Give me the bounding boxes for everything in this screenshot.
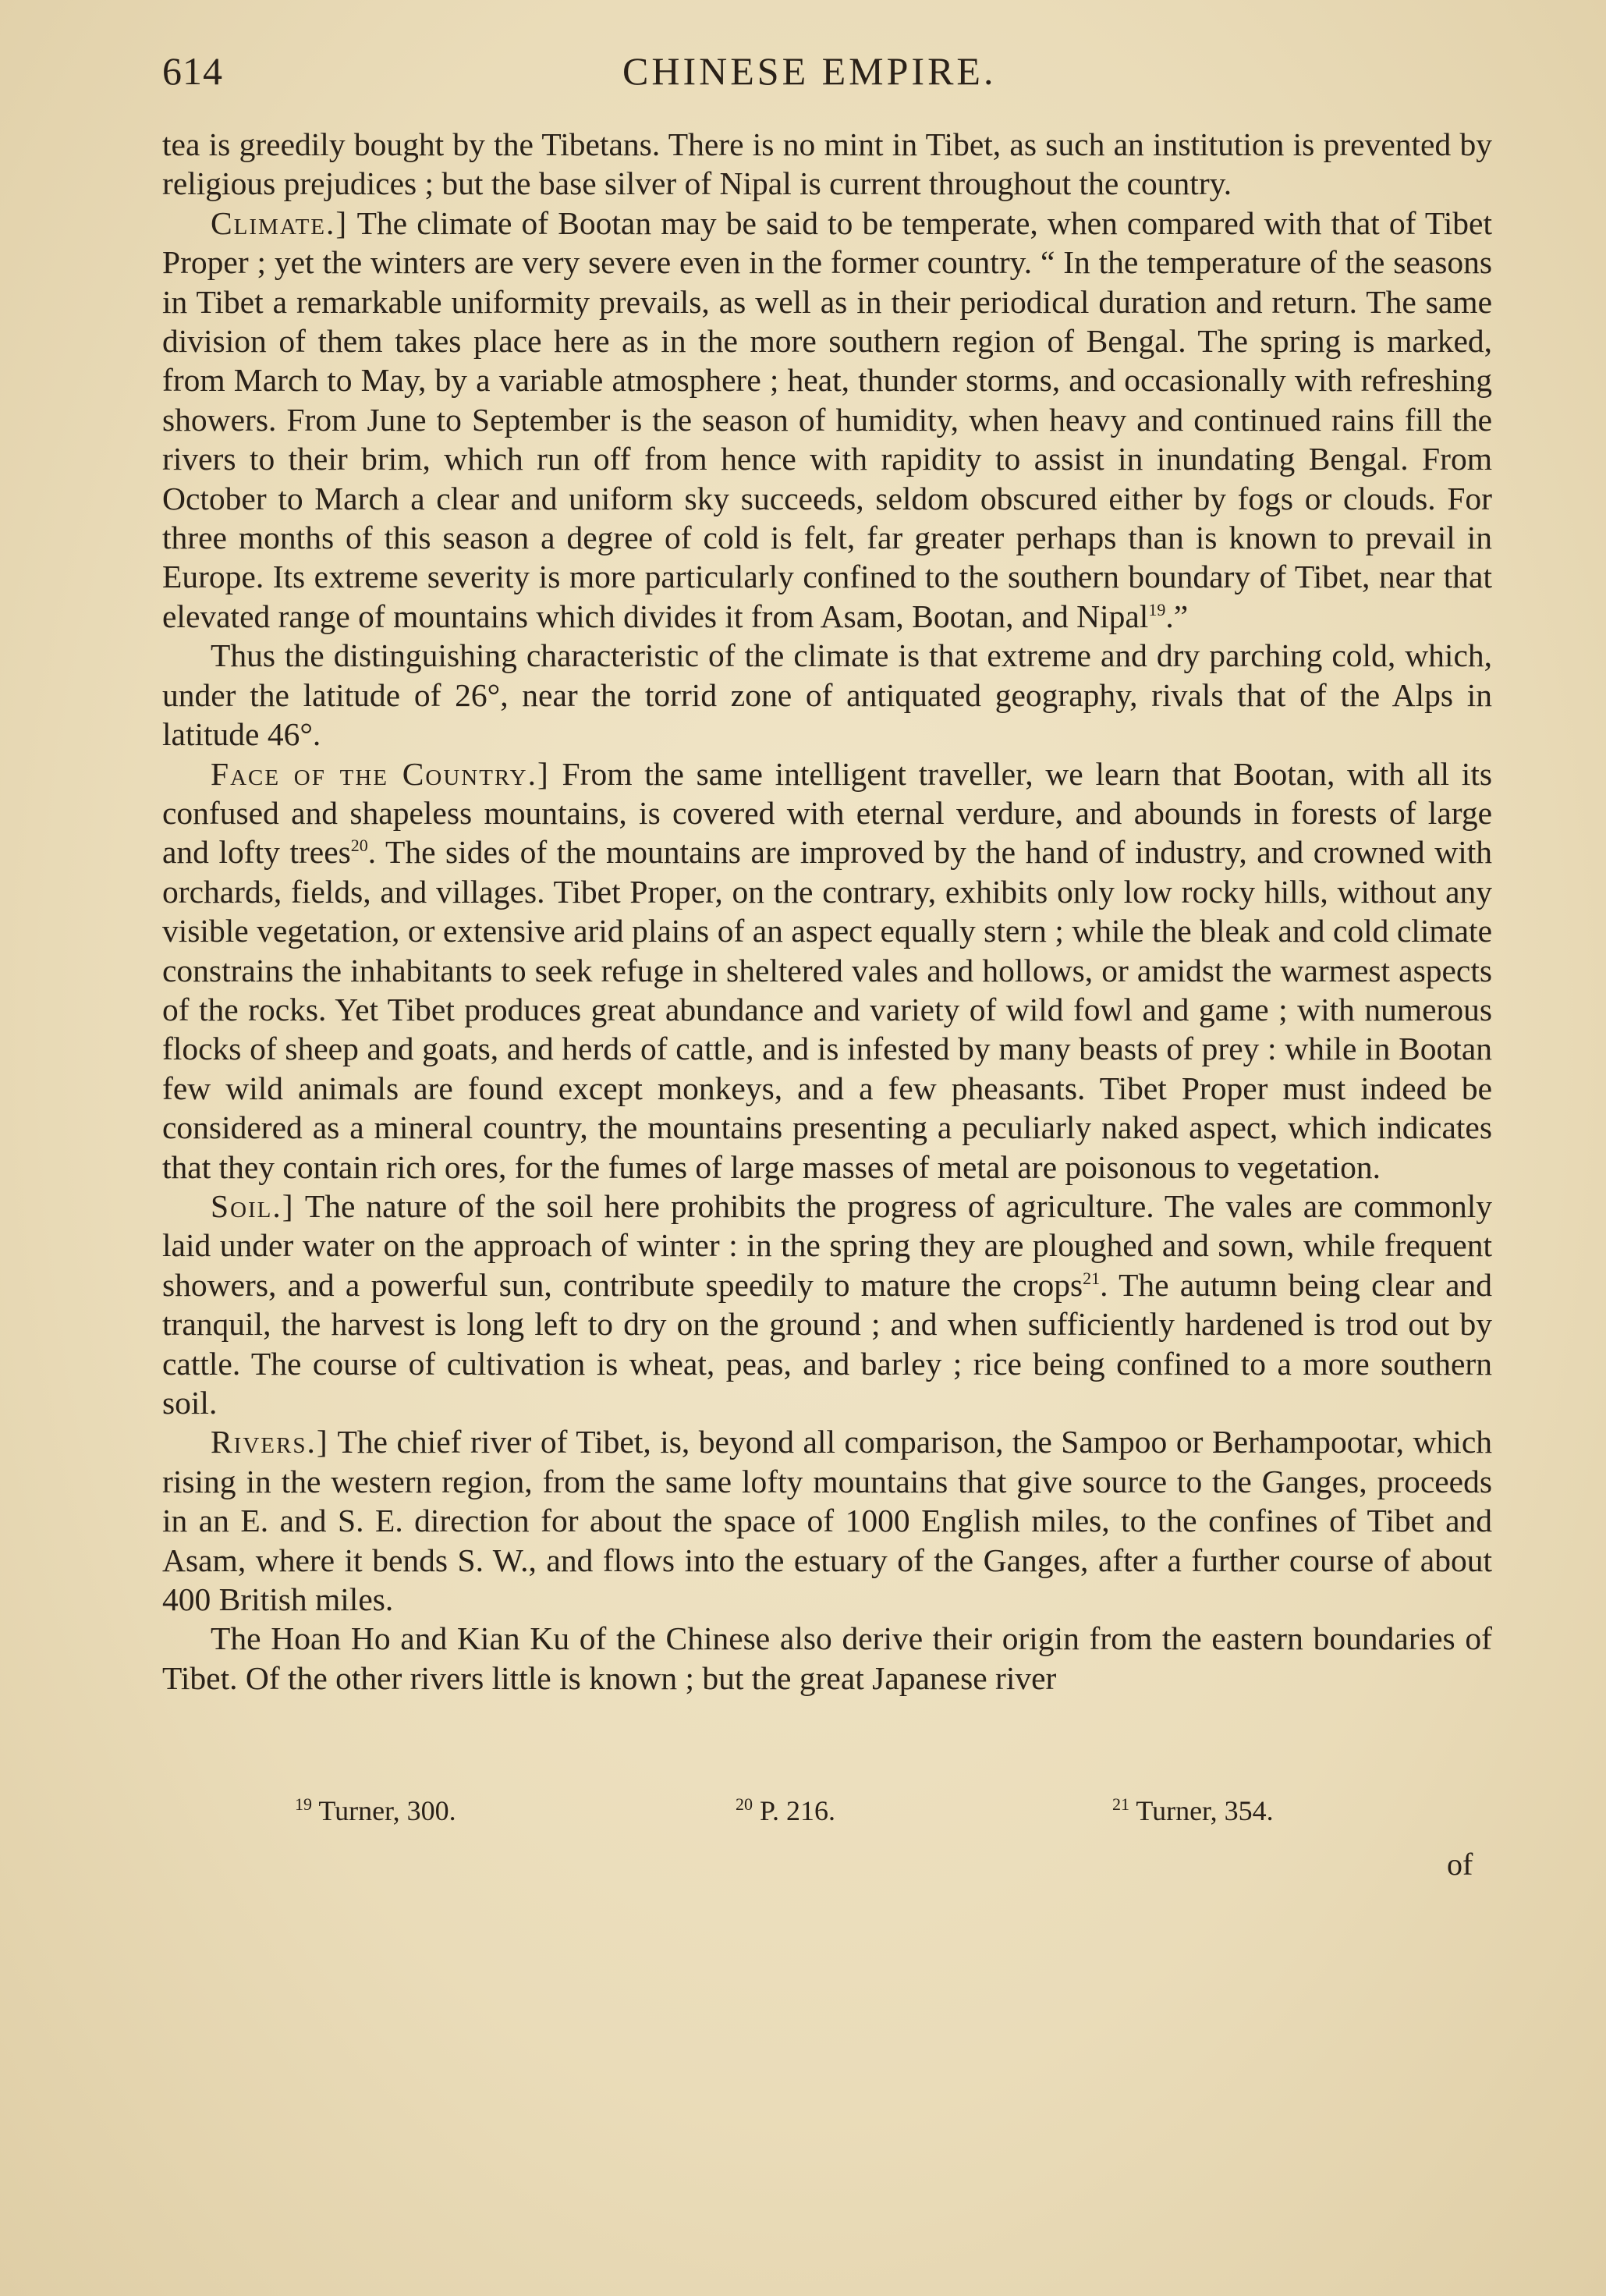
paragraph (162, 1619, 1492, 1698)
footnote (295, 1794, 456, 1827)
section-heading: Rivers.] (211, 1424, 329, 1460)
paragraph (162, 125, 1492, 204)
paragraph-text: From the same intelligent traveller, we learn that Bootan, with all its confused and shapeless mountains, is covered with eternal verdure, and abounds in forests of large and lofty trees (162, 755, 1492, 871)
paragraph-text: The Hoan Ho and Kian Ku of the Chinese also derive their origin from the eastern boundaries of Tibet. Of the other rivers little is known ; but the great Japanese river (162, 1620, 1492, 1696)
paragraph-text: tea is greedily bought by the Tibetans. There is no mint in Tibet, as such an institution is prevented by religious prejudices ; but the base silver of Nipal is current throughout the country. (162, 126, 1492, 202)
footnote (1112, 1794, 1274, 1827)
footnote (736, 1794, 835, 1827)
section-heading: Climate.] (211, 204, 349, 241)
footnote-text: P. 216. (753, 1795, 836, 1826)
paragraph-text: The chief river of Tibet, is, beyond all comparison, the Sampoo or Berhampootar, which rising in the western region, from the same lofty mountains that give source to the Ganges, proceeds in an E. and S. E. direction for about the space of 1000 English miles, to the confines of Tibet and Asam, where it bends S. W., and flows into the estuary of the Ganges, after a further course of about 400 British miles. (162, 1424, 1492, 1618)
paragraph-text: Thus the distinguishing characteristic of the climate is that extreme and dry parching cold, which, under the latitude of 26°, near the torrid zone of antiquated geography, rivals that of the Alps in latitude 46°. (162, 637, 1492, 753)
paragraph (162, 636, 1492, 754)
paragraph-text-after: . The sides of the mountains are improved by the hand of industry, and crowned with orchards, fields, and villages. Tibet Proper, on the contrary, exhibits only low rocky hills, without any visible vegetation, or extensive arid plains of an aspect equally stern ; while the bleak and cold climate constrains the inhabitants to seek refuge in sheltered vales and hollows, or amidst the warmest aspects of the rocks. Yet Tibet produces great abundance and variety of wild fowl and game ; with numerous flocks of sheep and goats, and herds of cattle, and is infested by many beasts of prey : while in Bootan few wild animals are found except monkeys, and a few pheasants. Tibet Proper must indeed be considered as a mineral country, the mountains presenting a peculiarly naked aspect, which indicates that they contain rich ores, for the fumes of large masses of metal are poisonous to vegetation. (162, 834, 1493, 1185)
paragraph-text: The nature of the soil here prohibits the progress of agriculture. The vales are commonly laid under water on the approach of winter : in the spring they are ploughed and sown, while frequent showers, and a powerful sun, contribute speedily to mature the crops (162, 1187, 1492, 1303)
footnote-ref: 21 (1083, 1268, 1101, 1288)
footnote-mark: 19 (295, 1794, 312, 1814)
running-title: CHINESE EMPIRE. (622, 49, 997, 93)
paragraph-text-after: .” (1165, 598, 1189, 634)
catchword: of (1447, 1847, 1473, 1882)
paragraph-rivers (162, 1422, 1492, 1619)
page-number: 614 (162, 49, 223, 93)
footnote-mark: 20 (736, 1794, 753, 1814)
footnotes (162, 1794, 1492, 1841)
paragraph-soil (162, 1187, 1492, 1422)
paragraph-text: The climate of Bootan may be said to be temperate, when compared with that of Tibet Proper ; yet the winters are very severe even in the former country. “ In the temperature of the seasons in Tibet a remarkable uniformity prevails, as well as in their periodical duration and return. The same division of them takes place here as in the more southern region of Bengal. The spring is marked, from March to May, by a variable atmosphere ; heat, thunder storms, and occasionally with refreshing showers. From June to September is the season of humidity, when heavy and continued rains fill the rivers to their brim, which run off from hence with rapidity to assist in inundating Bengal. From October to March a clear and uniform sky succeeds, seldom obscured either by fogs or clouds. For three months of this season a degree of cold is felt, far greater perhaps than is known to prevail in Europe. Its extreme severity is more particularly confined to the southern boundary of Tibet, near that elevated range of mountains which divides it from Asam, Bootan, and Nipal (162, 204, 1492, 634)
section-heading: Face of the Country.] (211, 755, 550, 792)
footnote-ref: 19 (1148, 600, 1166, 620)
footnote-ref: 20 (350, 836, 368, 856)
footnote-text: Turner, 300. (312, 1795, 456, 1826)
body-text (162, 125, 1492, 1698)
page-header (162, 48, 1488, 103)
paragraph-face-of-country (162, 754, 1492, 1187)
footnote-mark: 21 (1112, 1794, 1129, 1814)
paragraph-climate (162, 204, 1492, 636)
footnote-text: Turner, 354. (1129, 1795, 1274, 1826)
paragraph-text-after: . The autumn being clear and tranquil, the harvest is long left to dry on the ground ; and when sufficiently hardened is trod out by cattle. The course of cultivation is wheat, peas, and barley ; rice being confined to a more southern soil. (162, 1266, 1492, 1421)
section-heading: Soil.] (211, 1187, 295, 1224)
